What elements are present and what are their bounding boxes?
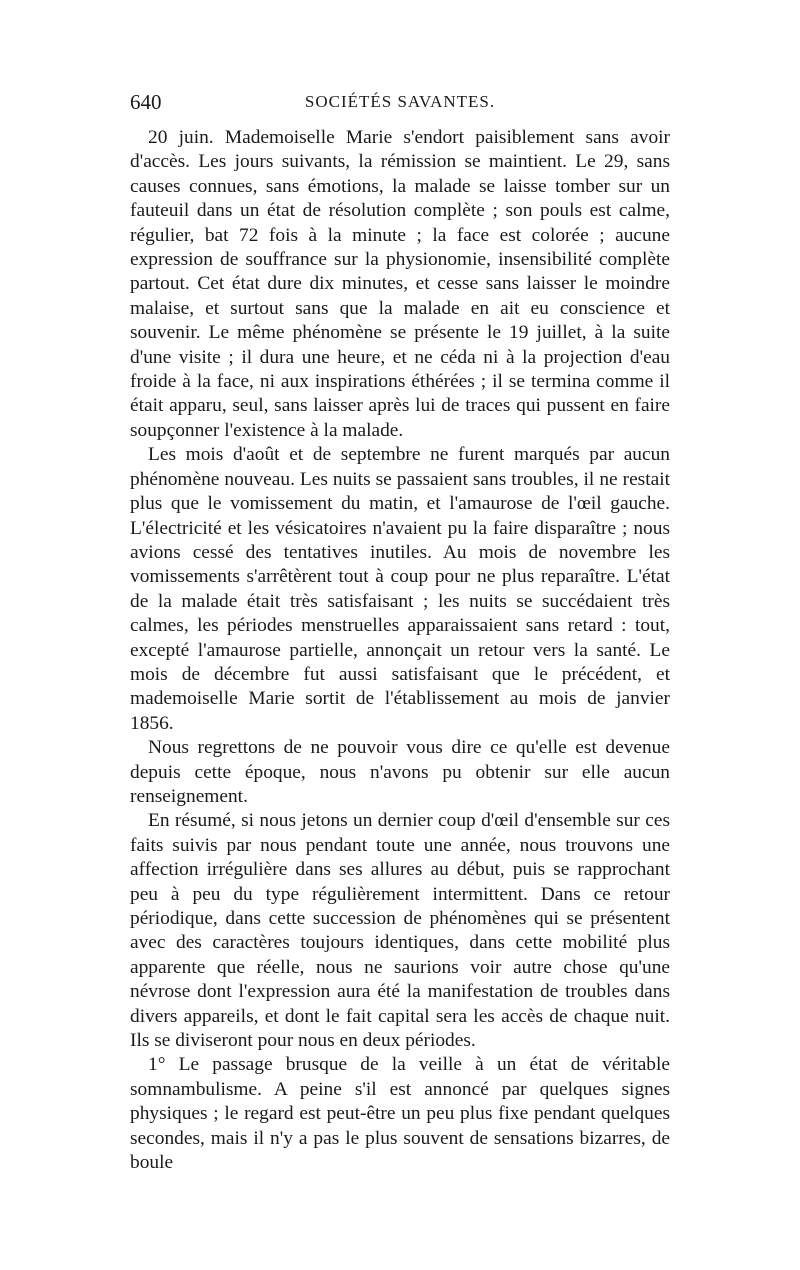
running-title: SOCIÉTÉS SAVANTES. xyxy=(304,92,496,111)
paragraph: 1° Le passage brusque de la veille à un état de véritable somnambulisme. A peine s'il est annoncé par quelques signes physiques ; le regard est peut-être un peu plus fixe pendant quelques secondes, mais il n'y a pas le plus souvent de sensations bizarres, de boule xyxy=(130,1054,670,1174)
paragraph: En résumé, si nous jetons un dernier coup d'œil d'ensemble sur ces faits suivis par nous pendant toute une année, nous trouvons une affection irrégulière dans ses allures au début, puis se rapprochant peu à peu du type régulièrement intermittent. Dans ce retour périodique, dans cette succession de phénomènes qui se présentent avec des caractères toujours identiques, dans cette mobilité plus apparente que réelle, nous ne saurions voir autre chose qu'une névrose dont l'expression aura été la manifestation de troubles dans divers appareils, et dont le fait capital sera les accès de chaque nuit. Ils se diviseront pour nous en deux périodes. xyxy=(130,810,670,1052)
page-number: 640 xyxy=(130,90,162,114)
book-page xyxy=(130,88,670,1174)
body-text xyxy=(130,126,670,1175)
paragraph: 20 juin. Mademoiselle Marie s'endort paisiblement sans avoir d'accès. Les jours suivants, la rémission se maintient. Le 29, sans causes connues, sans émotions, la malade se laisse tomber sur un fauteuil dans un état de résolution complète ; son pouls est calme, régulier, bat 72 fois à la minute ; la face est colorée ; aucune expression de souffrance sur la physionomie, insensibilité complète partout. Cet état dure dix minutes, et cesse sans laisser le moindre malaise, et surtout sans que la malade en ait eu conscience et souvenir. Le même phénomène se présente le 19 juillet, à la suite d'une visite ; il dura une heure, et ne céda ni à la projection d'eau froide à la face, ni aux inspirations éthérées ; il se termina comme il était apparu, seul, sans laisser après lui de traces qui pussent en faire soupçonner l'existence à la malade. xyxy=(130,127,670,441)
paragraph: Les mois d'août et de septembre ne furent marqués par aucun phénomène nouveau. Les nuits se passaient sans troubles, il ne restait plus que le vomissement du matin, et l'amaurose de l'œil gauche. L'électricité et les vésicatoires n'avaient pu la faire disparaître ; nous avions cessé des tentatives inutiles. Au mois de novembre les vomissements s'arrêtèrent tout à coup pour ne plus reparaître. L'état de la malade était très satisfaisant ; les nuits se succédaient très calmes, les périodes menstruelles apparaissaient sans retard : tout, excepté l'amaurose partielle, annonçait un retour vers la santé. Le mois de décembre fut aussi satisfaisant que le précédent, et mademoiselle Marie sortit de l'établissement au mois de janvier 1856. xyxy=(130,444,670,734)
paragraph: Nous regrettons de ne pouvoir vous dire ce qu'elle est devenue depuis cette époque, nous n'avons pu obtenir sur elle aucun renseignement. xyxy=(130,737,670,807)
page-header xyxy=(130,88,670,116)
